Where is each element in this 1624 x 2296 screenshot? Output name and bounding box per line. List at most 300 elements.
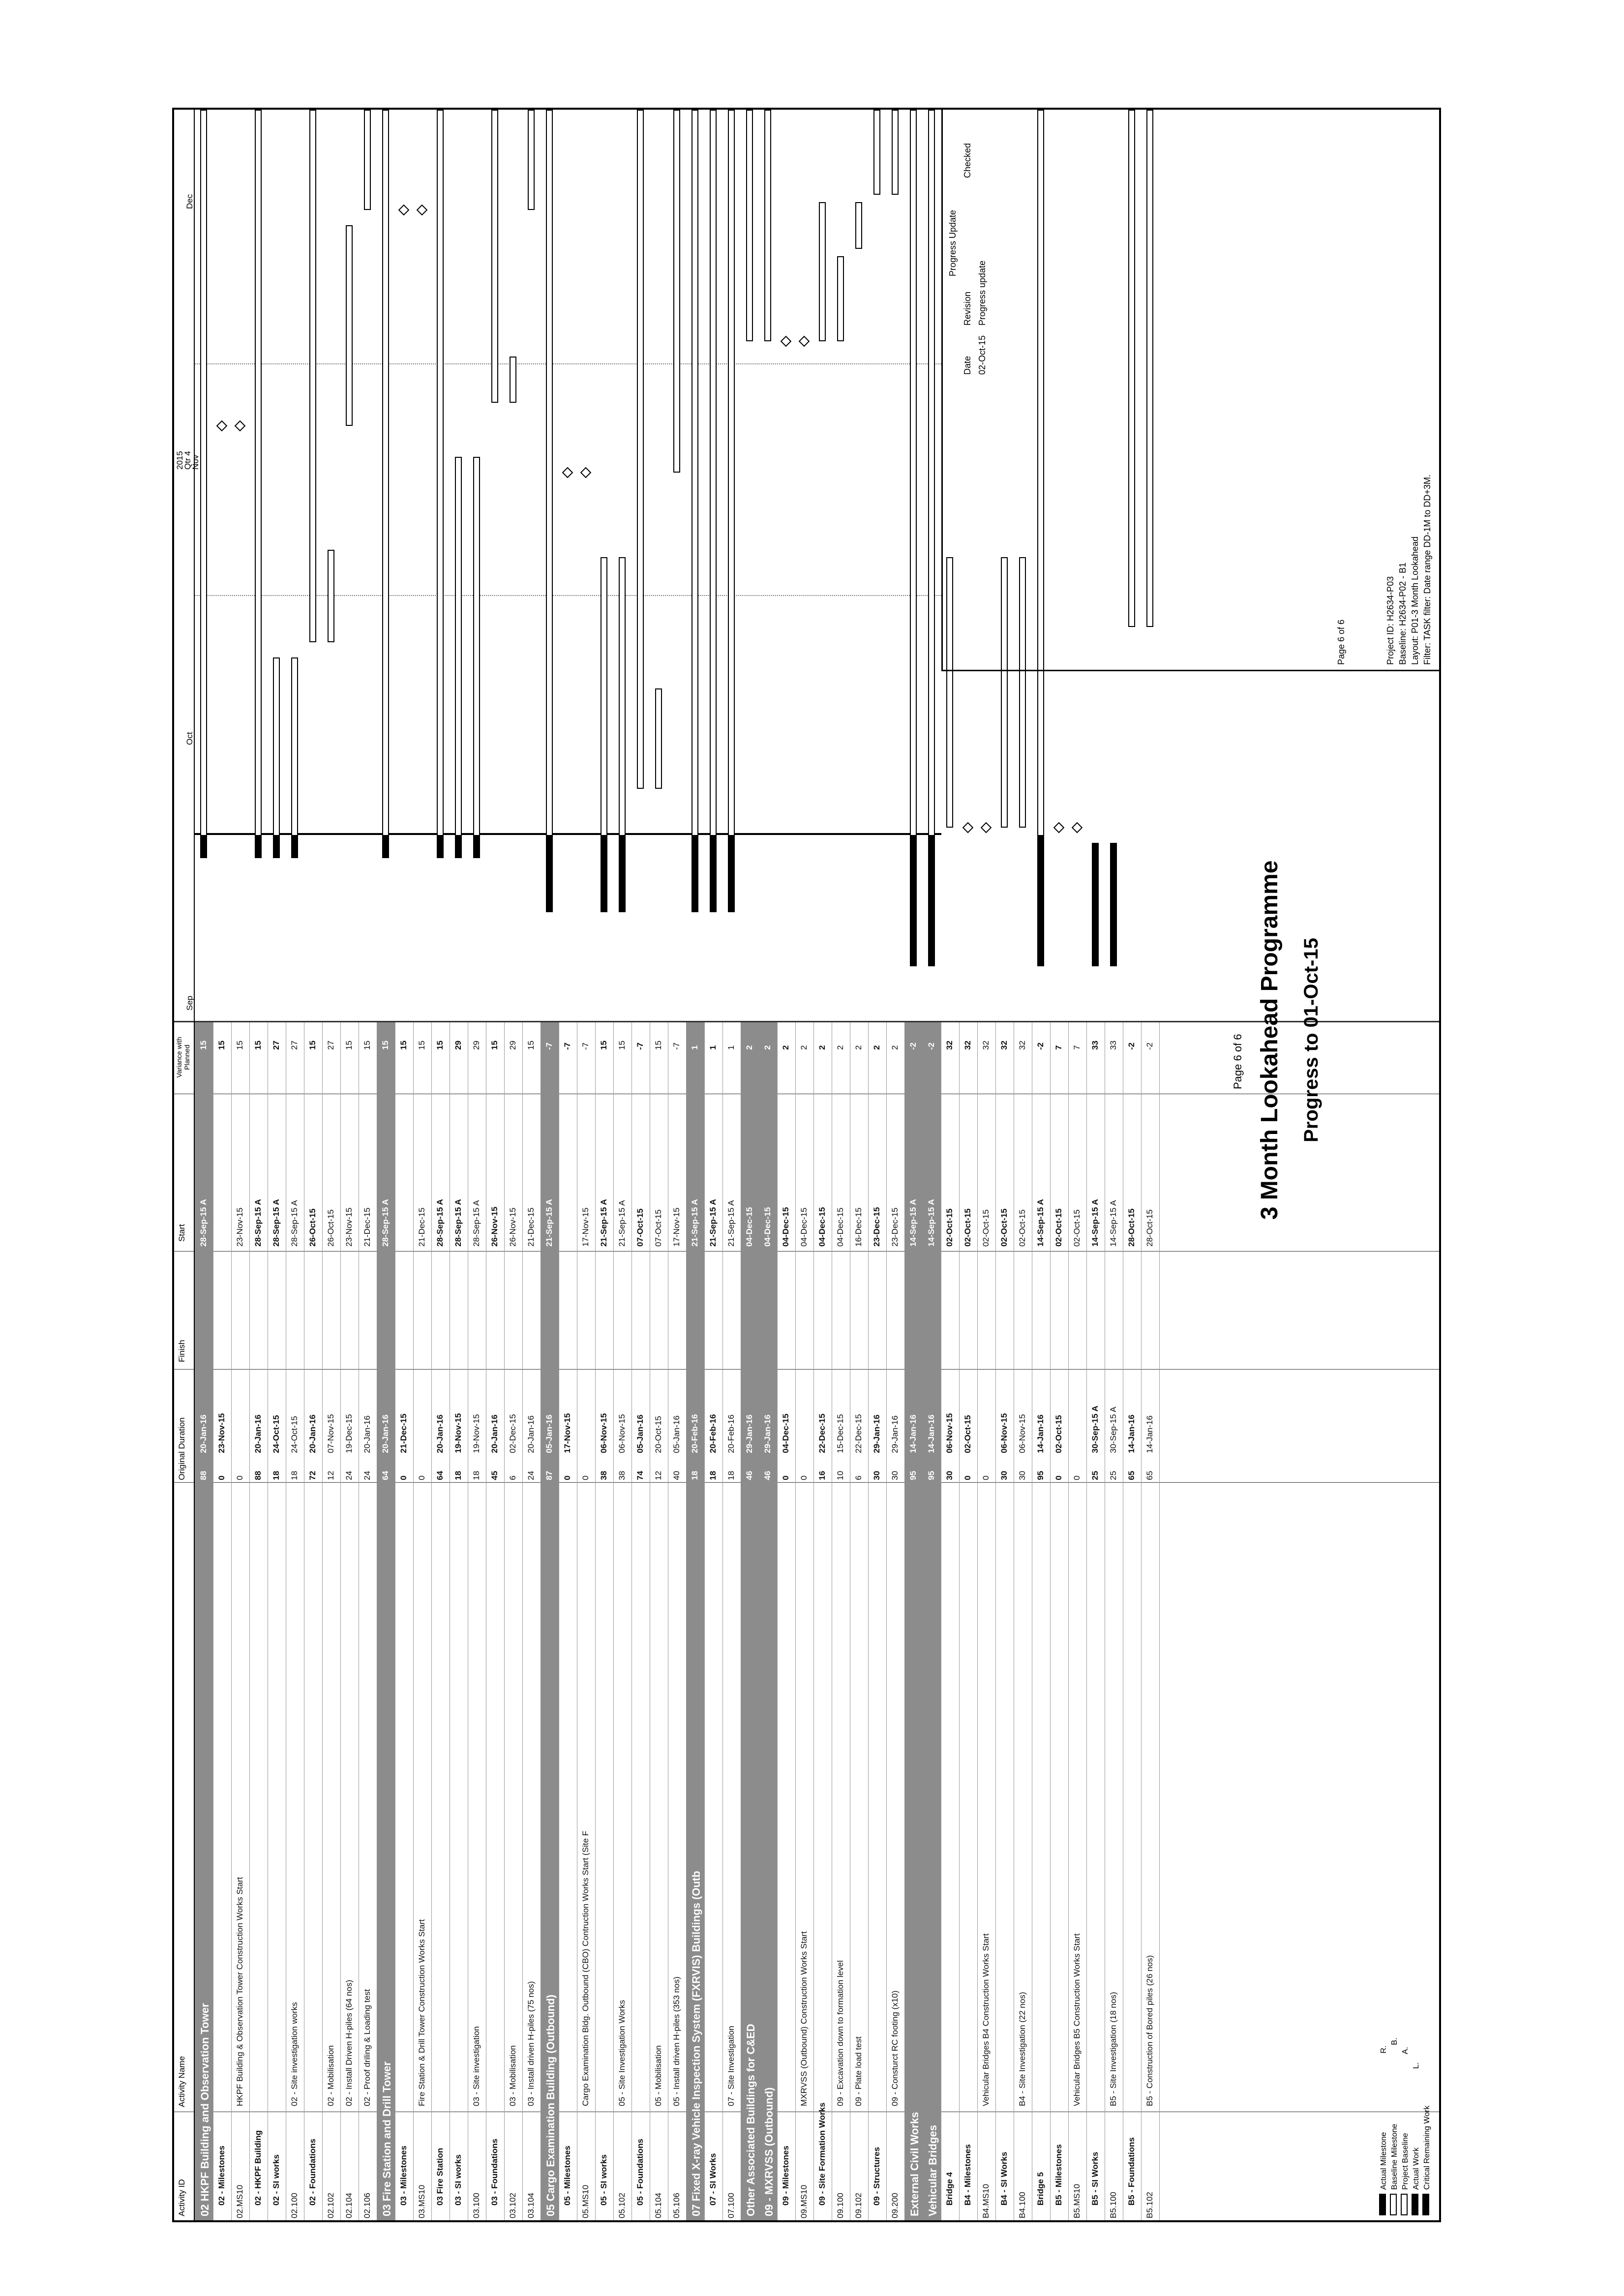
cell-duration: 95 [1036,1471,1045,1480]
cell-finish: 20-Jan-16 [253,1414,263,1453]
cell-variance: 32 [981,1041,991,1050]
table-row[interactable] [577,1022,596,2220]
cell-finish: 05-Jan-16 [544,1414,554,1453]
cell-variance: 29 [453,1041,463,1050]
table-row[interactable] [231,1022,250,2220]
project-id: Project ID: H2634-P03 [1385,576,1395,665]
cell-start: 02-Oct-15 [1072,1209,1082,1247]
cell-duration: 25 [1090,1471,1100,1480]
table-row[interactable] [850,1022,869,2220]
activity-bar [437,110,444,858]
cell-finish: 20-Jan-16 [490,1414,499,1453]
cell-start: 14-Sep-15 A [1036,1199,1045,1247]
cell-variance: 15 [435,1041,445,1050]
cell-start: 28-Sep-15 A [453,1199,463,1247]
cell-name: 03 - Site investigation [472,2026,481,2106]
table-row[interactable] [741,1022,759,2220]
cell-variance: 2 [745,1045,754,1050]
cell-finish: 22-Dec-15 [854,1414,863,1453]
cell-finish: 20-Jan-16 [199,1414,208,1453]
cell-id: 02.102 [326,2193,335,2218]
cell-finish: 19-Nov-15 [472,1414,481,1453]
cell-finish: 29-Jan-16 [872,1414,881,1453]
cell-finish: 20-Feb-16 [726,1414,736,1453]
table-row[interactable] [413,1022,432,2220]
table-row[interactable] [613,1022,632,2220]
cell-id: 02.100 [290,2193,299,2218]
data-date-line [195,833,941,835]
legend-swatch [1422,2194,1429,2215]
cell-finish: 30-Sep-15 A [1109,1406,1118,1453]
cell-name: 05 Cargo Examination Building (Outbound) [544,1995,557,2216]
baseline: Baseline: H2634-P02 - B1 [1398,562,1408,665]
table-row[interactable] [268,1022,286,2220]
cell-id: 02.MS10 [235,2184,244,2218]
cell-id: 05.106 [672,2193,681,2218]
cell-name: 05 - Mobilisation [654,2045,663,2106]
cell-variance: 2 [799,1045,809,1050]
rev-row-date: 02-Oct-15 [977,335,987,375]
activity-bar [746,110,753,341]
legend-item [1401,2047,1410,2215]
cell-finish: 22-Dec-15 [817,1413,827,1453]
schedule-frame [172,108,1441,2222]
activity-bar [728,110,735,912]
cell-duration: 30 [890,1471,900,1480]
cell-name: 07 - Site Investigation [726,2026,736,2106]
milestone-marker [580,467,592,478]
legend-item [1422,2027,1432,2215]
actual-progress-bar [438,835,443,858]
cell-duration: 74 [635,1471,645,1480]
activity-bar [328,550,334,642]
actual-progress-bar [911,835,916,966]
table-row[interactable] [995,1022,1014,2220]
cell-duration: 88 [199,1471,208,1480]
table-row[interactable] [1086,1022,1105,2220]
cell-name: B4 - SI Works [999,2151,1009,2206]
month-nov: Nov [191,454,200,470]
table-row[interactable] [686,1022,705,2220]
table-row[interactable] [559,1022,577,2220]
cell-duration: 18 [726,1471,736,1480]
cell-variance: -2 [1145,1042,1154,1050]
table-row[interactable] [522,1022,541,2220]
table-row[interactable] [1123,1022,1142,2220]
activity-bar [546,110,553,912]
cell-name: 05 - Milestones [563,2146,572,2206]
cell-finish: 14-Jan-16 [927,1414,936,1453]
cell-duration: 64 [381,1471,390,1480]
table-row[interactable] [941,1022,960,2220]
cell-start: 21-Sep-15 A [726,1200,736,1247]
table-row[interactable] [431,1022,450,2220]
cell-start: 26-Nov-15 [490,1206,499,1247]
table-row[interactable] [1141,1022,1160,2220]
cell-name: MXRVSS (Outbound) Construction Works Start [799,1931,809,2106]
cell-finish: 05-Jan-16 [672,1415,681,1453]
cell-start: 26-Oct-15 [326,1209,335,1247]
cell-duration: 30 [1018,1471,1027,1480]
cell-variance: 15 [308,1041,317,1050]
milestone-marker [781,336,792,347]
cell-start: 28-Sep-15 A [381,1199,390,1247]
cell-start: 28-Sep-15 A [290,1200,299,1247]
legend-label: Actual Work [1412,2147,1420,2190]
cell-duration: 38 [617,1471,627,1480]
cell-id: 02.104 [344,2193,354,2218]
cell-finish: 20-Feb-16 [690,1414,699,1453]
cell-name: Vehicular Bridges B4 Construction Works Start [981,1933,991,2106]
cell-start: 23-Dec-15 [890,1207,900,1247]
table-row[interactable] [1032,1022,1051,2220]
cell-name: 09 - Structures [872,2147,881,2206]
cell-start: 28-Oct-15 [1145,1209,1154,1247]
actual-progress-bar [201,835,206,858]
cell-start: 26-Oct-15 [308,1208,317,1247]
cell-duration: 16 [817,1471,827,1480]
cell-duration: 64 [435,1471,445,1480]
activity-bar [346,225,353,426]
table-row[interactable] [541,1022,559,2220]
cell-id: B4.100 [1018,2192,1027,2218]
footer-title: 3 Month Lookahead Programme [1257,860,1283,1220]
cell-name: 09 - Site Formation Works [817,2102,827,2206]
activity-bar [200,110,207,858]
cell-variance: 2 [854,1045,863,1050]
cell-id: 03.MS10 [417,2184,426,2218]
cell-variance: 2 [817,1045,827,1050]
footer-subtitle: Progress to 01-Oct-15 [1300,938,1322,1142]
actual-progress-bar [274,835,279,858]
cell-variance: 15 [362,1041,372,1050]
cell-name: B4 - Milestones [963,2144,972,2206]
table-row[interactable] [759,1022,778,2220]
cell-id: 03.100 [472,2193,481,2218]
cell-duration: 0 [981,1475,991,1480]
activity-bar [510,357,516,403]
cell-duration: 87 [544,1471,554,1480]
rev-checked-header: Checked [962,143,972,178]
cell-duration: 65 [1127,1471,1136,1480]
cell-start: 02-Oct-15 [999,1208,1009,1247]
cell-start: 28-Sep-15 A [435,1199,445,1247]
actual-progress-bar [256,835,261,858]
cell-duration: 0 [399,1475,408,1480]
cell-start: 28-Oct-15 [1127,1208,1136,1247]
cell-name: Fire Station & Drill Tower Construction Works Start [417,1919,426,2106]
cell-start: 02-Oct-15 [1054,1208,1063,1247]
cell-name: Bridge 4 [945,2172,954,2206]
cell-finish: 07-Nov-15 [326,1414,335,1453]
activity-bar [673,110,680,473]
cell-id: 09.100 [836,2193,845,2218]
table-row[interactable] [377,1022,395,2220]
cell-id: B4.MS10 [981,2184,991,2218]
cell-variance: 1 [708,1045,718,1050]
table-row[interactable] [722,1022,741,2220]
table-row[interactable] [468,1022,486,2220]
cell-start: 02-Oct-15 [945,1208,954,1247]
cell-variance: 15 [399,1041,408,1050]
table-row[interactable] [977,1022,996,2220]
activity-bar [309,110,316,642]
cell-finish: 20-Jan-16 [381,1414,390,1453]
cell-name: External Civil Works [908,2112,921,2216]
legend-label: Critical Remaining Work [1423,2105,1431,2190]
table-row[interactable] [450,1022,468,2220]
cell-start: 21-Sep-15 A [617,1200,627,1247]
cell-finish: 19-Nov-15 [453,1413,463,1453]
cell-name: 02 - Proof driling & Loading test [362,1989,372,2106]
cell-variance: -7 [672,1042,681,1050]
cell-variance: 7 [1072,1045,1082,1050]
table-row[interactable] [795,1022,814,2220]
cell-name: 07 Fixed X-ray Vehicle Inspection System (FXRVIS) Buildings (Outb [690,1871,702,2216]
cell-name: HKPF Building & Observation Tower Construction Works Start [235,1877,244,2106]
cell-finish: 30-Sep-15 A [1090,1405,1100,1453]
cell-variance: 15 [344,1041,354,1050]
col-header-variance: Variance with Planned [175,1037,191,1078]
cell-start: 04-Dec-15 [745,1207,754,1247]
cell-variance: 7 [1054,1045,1063,1050]
cell-duration: 18 [690,1471,699,1480]
cell-duration: 0 [1072,1475,1082,1480]
cell-duration: 24 [362,1471,372,1480]
cell-name: 02 - Install Driven H-piles (64 nos) [344,1980,354,2106]
cell-duration: 0 [563,1475,572,1480]
cell-duration: 46 [763,1471,772,1480]
table-row[interactable] [650,1022,668,2220]
activity-bar [710,110,717,912]
cell-duration: 24 [344,1471,354,1480]
table-row[interactable] [286,1022,304,2220]
cell-finish: 29-Jan-16 [745,1414,754,1453]
cell-start: 04-Dec-15 [781,1207,790,1247]
cell-finish: 23-Nov-15 [217,1413,226,1453]
cell-variance: 2 [781,1045,790,1050]
cell-variance: 1 [726,1045,736,1050]
cell-variance: -2 [1127,1042,1136,1050]
cell-duration: 95 [908,1471,918,1480]
cell-start: 21-Dec-15 [526,1207,536,1247]
table-row[interactable] [923,1022,941,2220]
timeline-year: 2015 [175,451,184,470]
legend-swatch [1390,2194,1397,2215]
cell-name: 05 - SI works [599,2154,608,2206]
cell-name: B5 - Milestones [1054,2144,1063,2206]
cell-start: 28-Sep-15 A [199,1199,208,1247]
actual-progress-bar [292,835,297,858]
cell-start: 21-Sep-15 A [690,1199,699,1247]
cell-finish: 20-Oct-15 [654,1416,663,1453]
activity-bar [764,110,771,341]
cell-name: Vehicular Bridges B5 Construction Works Start [1072,1933,1082,2106]
milestone-marker [1053,822,1065,833]
legend-label: Project Baseline [1401,2133,1410,2190]
activity-table [174,1020,1439,2220]
actual-progress-bar [383,835,388,858]
timeline-qtr: Qtr 4 [183,451,192,470]
cell-finish: 02-Dec-15 [508,1414,517,1453]
activity-bar [892,110,899,195]
table-row[interactable] [886,1022,905,2220]
table-row[interactable] [868,1022,887,2220]
cell-start: 07-Oct-15 [635,1208,645,1247]
table-row[interactable] [304,1022,323,2220]
table-row[interactable] [486,1022,505,2220]
cell-variance: 32 [999,1041,1009,1050]
cell-start: 16-Dec-15 [854,1207,863,1247]
cell-duration: 45 [490,1471,499,1480]
cell-variance: 15 [654,1041,663,1050]
cell-start: 14-Sep-15 A [908,1199,918,1247]
activity-bar [473,457,480,858]
cell-finish: 14-Jan-16 [1036,1414,1045,1453]
cell-id: 05.102 [617,2193,627,2218]
layout: Layout: P01-3 Month Lookahead [1410,536,1420,665]
table-row[interactable] [213,1022,232,2220]
table-row[interactable] [632,1022,650,2220]
legend-swatch [1401,2194,1408,2215]
table-row[interactable] [395,1022,414,2220]
cell-variance: 2 [763,1045,772,1050]
table-row[interactable] [1068,1022,1087,2220]
cell-finish: 14-Jan-16 [1127,1414,1136,1453]
table-row[interactable] [595,1022,614,2220]
cell-variance: 32 [963,1041,972,1050]
table-row[interactable] [904,1022,923,2220]
table-row[interactable] [195,1022,213,2220]
cell-finish: 14-Jan-16 [1145,1415,1154,1453]
cell-finish: 04-Dec-15 [781,1413,790,1453]
table-row[interactable] [359,1022,377,2220]
cell-name: 02 - Foundations [308,2139,317,2206]
cell-name: 03 - Foundations [490,2139,499,2206]
cell-id: 05.MS10 [581,2184,590,2218]
cell-variance: -2 [908,1042,918,1050]
cell-duration: 72 [308,1471,317,1480]
col-header-finish: Finish [177,1340,186,1362]
table-row[interactable] [704,1022,723,2220]
actual-progress-bar [692,835,697,912]
cell-start: 21-Sep-15 A [544,1199,554,1247]
cell-start: 04-Dec-15 [817,1207,827,1247]
table-row[interactable] [249,1022,268,2220]
cell-variance: 15 [253,1041,263,1050]
actual-progress-bar [1111,843,1116,966]
table-row[interactable] [832,1022,850,2220]
cell-duration: 0 [417,1475,426,1480]
cell-id: 03.104 [526,2193,536,2218]
cell-variance: 15 [417,1041,426,1050]
activity-bar [382,110,389,858]
cell-variance: 27 [326,1041,335,1050]
table-row[interactable] [1014,1022,1032,2220]
month-gridline [195,595,941,596]
cell-variance: 2 [890,1045,900,1050]
col-header-orig-duration: Original Duration [177,1417,186,1480]
cell-start: 04-Dec-15 [836,1207,845,1247]
cell-duration: 12 [326,1471,335,1480]
cell-finish: 29-Jan-16 [763,1414,772,1453]
cell-variance: 15 [235,1041,244,1050]
cell-finish: 29-Jan-16 [890,1415,900,1453]
cell-id: 03.102 [508,2193,517,2218]
table-row[interactable] [1050,1022,1069,2220]
table-row[interactable] [340,1022,359,2220]
activity-bar [291,657,298,858]
activity-bar [855,202,862,248]
cell-finish: 06-Nov-15 [999,1413,1009,1453]
table-row[interactable] [777,1022,796,2220]
cell-finish: 06-Nov-15 [945,1413,954,1453]
cell-start: 21-Sep-15 A [708,1199,718,1247]
cell-name: 07 - SI Works [708,2153,718,2206]
legend-label: Baseline Milestone [1390,2123,1399,2190]
table-row[interactable] [322,1022,341,2220]
title-block [941,108,1441,671]
cell-duration: 0 [781,1475,790,1480]
cell-name: 02 - Site investigation works [290,2002,299,2106]
rev-approved-header: Progress Update [948,209,958,276]
cell-duration: 18 [472,1471,481,1480]
cell-start: 04-Dec-15 [763,1207,772,1247]
table-row[interactable] [813,1022,832,2220]
actual-progress-bar [1038,835,1043,966]
cell-start: 28-Sep-15 A [271,1199,281,1247]
cell-variance: -7 [544,1042,554,1050]
rev-date-header: Date [962,356,972,375]
cell-variance: 2 [836,1045,845,1050]
table-row[interactable] [668,1022,687,2220]
cell-finish: 24-Oct-15 [290,1416,299,1453]
cell-duration: 40 [672,1471,681,1480]
cell-finish: 17-Nov-15 [563,1413,572,1453]
cell-start: 02-Oct-15 [981,1209,991,1247]
cell-variance: -7 [581,1042,590,1050]
cell-variance: 15 [490,1041,499,1050]
cell-finish: 06-Nov-15 [599,1413,608,1453]
cell-finish: 21-Dec-15 [399,1413,408,1453]
cell-variance: 27 [271,1041,281,1050]
cell-start: 23-Dec-15 [872,1207,881,1247]
cell-duration: 0 [1054,1475,1063,1480]
cell-name: 09 - Milestones [781,2146,790,2206]
activity-bar [637,110,644,789]
legend [1379,1827,1438,2220]
cell-finish: 14-Jan-16 [908,1414,918,1453]
cell-name: 05 - Site Investigation Works [617,1999,627,2106]
actual-progress-bar [601,835,606,912]
cell-finish: 24-Oct-15 [271,1415,281,1453]
activity-bar [655,688,662,789]
month-oct: Oct [185,732,194,745]
cell-start: 14-Sep-15 A [1109,1200,1118,1247]
cell-name: Bridge 5 [1036,2172,1045,2206]
cell-duration: 25 [1109,1471,1118,1480]
table-row[interactable] [504,1022,523,2220]
table-row[interactable] [959,1022,978,2220]
table-row[interactable] [1105,1022,1123,2220]
cell-variance: 33 [1109,1041,1118,1050]
rev-revision-header: Revision [962,291,972,326]
cell-name: 02 - Milestones [217,2146,226,2206]
gantt-body [195,110,941,1020]
month-gridline [195,363,941,364]
cell-start: 21-Dec-15 [417,1207,426,1247]
activity-bar [819,202,826,341]
